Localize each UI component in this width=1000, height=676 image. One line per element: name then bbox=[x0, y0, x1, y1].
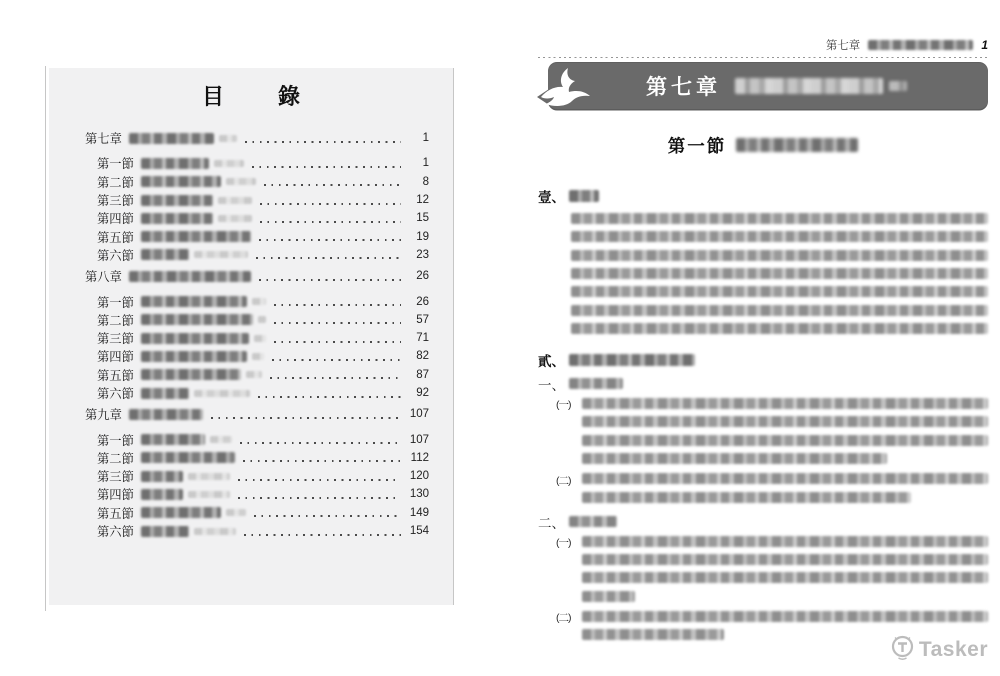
heading-marker: 一、 bbox=[538, 377, 565, 393]
toc-entry-title-blur bbox=[141, 333, 249, 344]
heading-marker: 壹、 bbox=[538, 189, 565, 205]
running-header-page-number: 1 bbox=[981, 38, 988, 52]
heading-title-blur bbox=[569, 378, 623, 389]
toc-entry-title-blur bbox=[141, 471, 183, 482]
toc-entry-title-blur bbox=[141, 213, 213, 224]
toc-entry-label: 第八章 bbox=[85, 270, 122, 285]
item-lines bbox=[582, 394, 988, 467]
paragraph-line-blur bbox=[571, 286, 988, 297]
paragraph-line-blur bbox=[571, 213, 988, 224]
toc-entry-title-tail-blur bbox=[252, 298, 266, 305]
item-line-blur bbox=[582, 629, 724, 640]
toc-entry-title-blur bbox=[141, 176, 221, 187]
toc-entry-title-blur bbox=[141, 434, 205, 445]
dotted-leader bbox=[244, 534, 401, 536]
item-line bbox=[582, 587, 988, 605]
toc-entry-title-tail-blur bbox=[194, 251, 248, 258]
section-heading bbox=[538, 133, 988, 157]
toc-entry-label: 第六節 bbox=[97, 248, 134, 263]
dotted-leader bbox=[211, 417, 401, 419]
paragraph-line-blur bbox=[571, 231, 988, 242]
toc-entry-title-blur bbox=[141, 249, 189, 260]
toc-entry-title-tail-blur bbox=[218, 197, 252, 204]
toc-entry-title-tail-blur bbox=[226, 178, 256, 185]
toc-entry-title-tail-blur bbox=[188, 491, 230, 498]
toc-entry bbox=[85, 384, 429, 402]
section-heading-label: 第一節 bbox=[667, 135, 727, 156]
toc-entry-title-blur bbox=[141, 507, 221, 518]
banner-text bbox=[646, 71, 907, 101]
toc-entry-title-blur bbox=[141, 452, 235, 463]
paragraph-line bbox=[571, 264, 988, 282]
paragraph-line-blur bbox=[571, 268, 988, 279]
item-marker: (二) bbox=[556, 474, 571, 487]
watermark-text: Tasker bbox=[918, 638, 988, 661]
dotted-leader bbox=[274, 304, 401, 306]
toc-entry-label: 第三節 bbox=[97, 194, 134, 209]
banner-title-blur bbox=[735, 78, 883, 94]
item-line-blur bbox=[582, 492, 911, 503]
body-heading bbox=[538, 187, 988, 204]
item-line-blur bbox=[582, 453, 887, 464]
toc-entry-title-tail-blur bbox=[258, 316, 266, 323]
dotted-leader bbox=[254, 515, 401, 517]
item-line bbox=[582, 431, 988, 449]
toc-entry-label: 第七章 bbox=[85, 132, 122, 147]
item-line bbox=[582, 607, 988, 625]
toc-entry bbox=[85, 129, 429, 147]
toc-entry-title-blur bbox=[141, 351, 247, 362]
toc-entry-page-number: 149 bbox=[409, 506, 429, 519]
heading-title-blur bbox=[569, 354, 695, 366]
toc-entry-title-blur bbox=[141, 231, 251, 242]
chapter-banner bbox=[548, 63, 988, 109]
numbered-item bbox=[556, 532, 988, 605]
dotted-leader bbox=[256, 257, 401, 259]
toc-entry-label: 第九章 bbox=[85, 408, 122, 423]
dove-icon bbox=[538, 65, 596, 114]
item-line bbox=[582, 488, 988, 506]
toc-entry bbox=[85, 522, 429, 540]
heading-title-blur bbox=[569, 190, 599, 202]
toc-entry-label: 第一節 bbox=[97, 433, 134, 448]
item-marker: (二) bbox=[556, 612, 571, 625]
toc-page bbox=[49, 68, 454, 605]
toc-entry-label: 第三節 bbox=[97, 470, 134, 485]
banner-suffix-blur bbox=[889, 81, 907, 91]
item-line-blur bbox=[582, 611, 988, 622]
toc-entry bbox=[85, 430, 429, 448]
toc-entry-label: 第六節 bbox=[97, 387, 134, 401]
item-line-blur bbox=[582, 591, 635, 602]
toc-entry-page-number: 8 bbox=[422, 175, 429, 188]
toc-entry-page-number: 92 bbox=[416, 387, 429, 399]
toc-entry bbox=[85, 366, 429, 384]
running-header-chapter: 第七章 bbox=[825, 40, 861, 52]
toc-entry-title-blur bbox=[129, 133, 214, 144]
body-subheading bbox=[538, 375, 988, 392]
toc-entry-title-blur bbox=[141, 296, 247, 307]
toc-entry-title-tail-blur bbox=[194, 390, 250, 397]
content-page bbox=[538, 38, 988, 644]
toc-entry-page-number: 15 bbox=[416, 212, 429, 225]
numbered-item bbox=[556, 394, 988, 467]
toc-entry-label: 第五節 bbox=[97, 368, 134, 383]
toc-entry-page-number: 1 bbox=[422, 132, 429, 145]
dotted-leader bbox=[274, 322, 401, 324]
toc-entry-title-blur bbox=[141, 158, 209, 169]
item-line-blur bbox=[582, 416, 988, 427]
toc-entry-page-number: 1 bbox=[422, 157, 429, 170]
dotted-leader bbox=[245, 141, 401, 143]
dotted-leader bbox=[238, 497, 401, 499]
dotted-leader bbox=[243, 460, 401, 462]
toc-entry-label: 第二節 bbox=[97, 175, 134, 190]
dotted-leader bbox=[258, 396, 401, 398]
toc-entry-page-number: 57 bbox=[416, 313, 429, 326]
banner-chapter-label: 第七章 bbox=[646, 76, 721, 100]
toc-entry-title-tail-blur bbox=[226, 509, 246, 516]
item-line bbox=[582, 470, 988, 488]
toc-entry bbox=[85, 173, 429, 191]
toc-entry bbox=[85, 267, 429, 285]
toc-entry-page-number: 107 bbox=[409, 433, 429, 446]
running-header-title-blur bbox=[868, 40, 973, 50]
item-line-blur bbox=[582, 398, 988, 409]
toc-entry-title-blur bbox=[129, 409, 203, 420]
paragraph-line-blur bbox=[571, 305, 988, 316]
paragraph-line bbox=[571, 246, 988, 264]
paragraph-line bbox=[571, 283, 988, 301]
toc-entry-label: 第四節 bbox=[97, 350, 134, 365]
toc-entry bbox=[85, 405, 429, 423]
toc-entry-title-tail-blur bbox=[188, 473, 230, 480]
toc-entry bbox=[85, 292, 429, 310]
toc-entry-label: 第五節 bbox=[97, 230, 134, 245]
running-header bbox=[538, 38, 988, 52]
toc-entry-page-number: 26 bbox=[416, 270, 429, 283]
item-line-blur bbox=[582, 572, 988, 583]
item-line bbox=[582, 394, 988, 412]
paragraph-line bbox=[571, 228, 988, 246]
toc-entry-label: 第二節 bbox=[97, 451, 134, 466]
toc-entry bbox=[85, 209, 429, 227]
toc-entry-page-number: 112 bbox=[410, 451, 429, 464]
toc-entry bbox=[85, 329, 429, 347]
item-lines bbox=[582, 532, 988, 605]
toc-list bbox=[85, 129, 429, 540]
item-line-blur bbox=[582, 435, 988, 446]
toc-entry bbox=[85, 191, 429, 209]
toc-entry-title-blur bbox=[141, 314, 253, 325]
toc-entry-title-tail-blur bbox=[252, 353, 264, 360]
item-line bbox=[582, 551, 988, 569]
dotted-leader bbox=[270, 377, 401, 379]
toc-entry-label: 第四節 bbox=[97, 212, 134, 227]
item-line bbox=[582, 449, 988, 467]
header-dotted-rule bbox=[538, 57, 988, 58]
toc-entry bbox=[85, 485, 429, 503]
toc-entry-title-blur bbox=[141, 526, 189, 537]
toc-entry-page-number: 120 bbox=[409, 470, 429, 483]
item-marker: (一) bbox=[556, 399, 571, 412]
item-line-blur bbox=[582, 473, 988, 484]
dotted-leader bbox=[272, 359, 401, 361]
item-lines bbox=[582, 470, 988, 507]
toc-entry bbox=[85, 246, 429, 264]
toc-entry-page-number: 26 bbox=[416, 295, 429, 308]
paragraph-line bbox=[571, 209, 988, 227]
toc-entry-title-tail-blur bbox=[218, 215, 252, 222]
dotted-leader bbox=[260, 221, 401, 223]
toc-entry-page-number: 71 bbox=[416, 332, 429, 345]
toc-entry-title-tail-blur bbox=[210, 436, 232, 443]
toc-entry-title-blur bbox=[141, 489, 183, 500]
item-line bbox=[582, 413, 988, 431]
toc-entry-label: 第二節 bbox=[97, 313, 134, 328]
toc-entry-title-tail-blur bbox=[254, 335, 266, 342]
item-marker: (一) bbox=[556, 537, 571, 550]
toc-entry bbox=[85, 504, 429, 522]
dotted-leader bbox=[259, 239, 401, 241]
toc-page-edge-line bbox=[45, 66, 46, 611]
toc-title: 目 錄 bbox=[201, 84, 316, 109]
toc-entry bbox=[85, 467, 429, 485]
body-paragraph bbox=[571, 209, 988, 337]
toc-entry-label: 第一節 bbox=[97, 157, 134, 172]
toc-entry-page-number: 19 bbox=[416, 230, 429, 243]
item-line-blur bbox=[582, 554, 988, 565]
tasker-watermark bbox=[889, 634, 988, 666]
dotted-leader bbox=[259, 279, 401, 281]
tasker-logo-icon bbox=[889, 634, 916, 666]
body-subheading bbox=[538, 513, 988, 530]
section-heading-title-blur bbox=[736, 138, 858, 152]
toc-entry-label: 第一節 bbox=[97, 295, 134, 310]
toc-entry bbox=[85, 227, 429, 245]
toc-entry-page-number: 23 bbox=[416, 248, 429, 261]
toc-entry-page-number: 82 bbox=[416, 350, 429, 363]
toc-entry-label: 第四節 bbox=[97, 488, 134, 503]
paragraph-line bbox=[571, 301, 988, 319]
toc-entry-label: 第六節 bbox=[97, 525, 134, 540]
toc-entry bbox=[85, 347, 429, 365]
heading-marker: 貳、 bbox=[538, 353, 565, 369]
toc-entry bbox=[85, 449, 429, 467]
paragraph-line-blur bbox=[571, 323, 988, 334]
dotted-leader bbox=[264, 184, 401, 186]
heading-title-blur bbox=[569, 516, 617, 527]
document-body bbox=[538, 187, 988, 644]
heading-marker: 二、 bbox=[538, 515, 565, 531]
toc-entry-page-number: 87 bbox=[416, 368, 429, 381]
paragraph-line-blur bbox=[571, 250, 988, 261]
dotted-leader bbox=[260, 203, 401, 205]
toc-entry-title-blur bbox=[129, 271, 251, 282]
toc-entry-page-number: 130 bbox=[409, 488, 429, 501]
numbered-item bbox=[556, 470, 988, 507]
dotted-leader bbox=[238, 479, 401, 481]
toc-entry bbox=[85, 154, 429, 172]
toc-entry-title-tail-blur bbox=[194, 528, 236, 535]
body-heading bbox=[538, 351, 988, 368]
dotted-leader bbox=[240, 442, 401, 444]
toc-entry-title-tail-blur bbox=[219, 135, 237, 142]
item-line-blur bbox=[582, 536, 988, 547]
toc-entry-title-blur bbox=[141, 195, 213, 206]
toc-entry-label: 第三節 bbox=[97, 332, 134, 347]
item-line bbox=[582, 569, 988, 587]
toc-entry-page-number: 12 bbox=[416, 194, 429, 207]
toc-entry-title-blur bbox=[141, 388, 189, 399]
toc-entry-page-number: 154 bbox=[409, 525, 429, 538]
item-line bbox=[582, 532, 988, 550]
toc-entry-title-tail-blur bbox=[246, 371, 262, 378]
toc-entry-page-number: 107 bbox=[409, 408, 429, 421]
paragraph-line bbox=[571, 319, 988, 337]
toc-entry-label: 第五節 bbox=[97, 506, 134, 521]
dotted-leader bbox=[252, 166, 401, 168]
toc-entry-title-blur bbox=[141, 369, 241, 380]
toc-entry-title-tail-blur bbox=[214, 160, 244, 167]
toc-entry bbox=[85, 311, 429, 329]
dotted-leader bbox=[274, 341, 401, 343]
